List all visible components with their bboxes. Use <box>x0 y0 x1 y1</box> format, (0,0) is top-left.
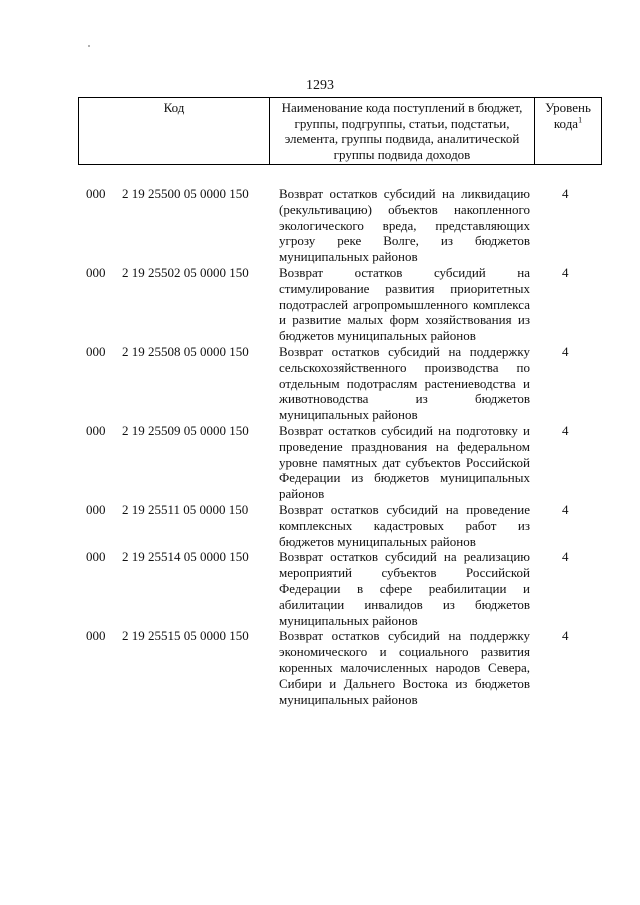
row-prefix: 000 <box>86 422 106 438</box>
row-level: 4 <box>562 628 569 644</box>
row-name: Возврат остатков субсидий на поддержку сельскохозяйственного производства по отдельным подотраслям растениеводства и животноводства из бюджетов муниципальных районов <box>279 343 530 423</box>
row-level: 4 <box>562 264 569 280</box>
row-level: 4 <box>562 549 569 565</box>
row-level: 4 <box>562 501 569 517</box>
table-row <box>0 344 640 423</box>
row-name: Возврат остатков субсидий на ликвидацию (рекультивацию) объектов накопленного экологического вреда, представляющих угрозу реке Волге, из бюджетов муниципальных районов <box>279 186 530 265</box>
row-name: Возврат остатков субсидий на реализацию мероприятий субъектов Российской Федерации в сфере реабилитации и абилитации инвалидов из бюджетов муниципальных районов <box>279 549 530 628</box>
row-prefix: 000 <box>86 501 106 517</box>
row-level: 4 <box>562 422 569 438</box>
table-row <box>0 628 640 707</box>
header-level-label: Уровень кода <box>545 100 591 131</box>
table-header <box>78 97 602 165</box>
row-prefix: 000 <box>86 549 106 565</box>
row-code: 2 19 25502 05 0000 150 <box>122 264 249 280</box>
scan-speck <box>88 45 90 47</box>
row-name: Возврат остатков субсидий на проведение комплексных кадастровых работ из бюджетов муниципальных районов <box>279 501 530 549</box>
row-prefix: 000 <box>86 186 106 201</box>
table-body <box>0 186 640 707</box>
row-code: 2 19 25500 05 0000 150 <box>122 186 249 201</box>
row-prefix: 000 <box>86 628 106 644</box>
row-code: 2 19 25509 05 0000 150 <box>122 422 249 438</box>
row-code: 2 19 25515 05 0000 150 <box>122 628 249 644</box>
table-row <box>0 502 640 549</box>
row-name: Возврат остатков субсидий на поддержку экономического и социального развития коренных малочисленных народов Севера, Сибири и Дальнего Востока из бюджетов муниципальных районов <box>279 628 530 707</box>
header-name: Наименование кода поступлений в бюджет, группы, подгруппы, статьи, подстатьи, элемента, группы подвида, аналитической группы подвида доходов <box>270 98 535 165</box>
row-name: Возврат остатков субсидий на подготовку и проведение празднования на федеральном уровне памятных дат субъектов Российской Федерации из бюджетов муниципальных районов <box>279 422 530 502</box>
row-prefix: 000 <box>86 343 106 359</box>
row-level: 4 <box>562 186 569 201</box>
table-row <box>0 549 640 628</box>
table-row <box>0 423 640 502</box>
row-prefix: 000 <box>86 264 106 280</box>
table-row <box>0 186 640 265</box>
row-code: 2 19 25508 05 0000 150 <box>122 343 249 359</box>
page-number: 1293 <box>306 78 334 93</box>
footnote-marker: 1 <box>578 115 583 125</box>
table-row <box>0 265 640 344</box>
header-level <box>535 98 602 165</box>
header-code: Код <box>79 98 270 165</box>
row-name: Возврат остатков субсидий на стимулирование развития приоритетных подотраслей агропромышленного комплекса и развитие малых форм хозяйствования из бюджетов муниципальных районов <box>279 264 530 344</box>
row-code: 2 19 25511 05 0000 150 <box>122 501 249 517</box>
row-level: 4 <box>562 343 569 359</box>
row-code: 2 19 25514 05 0000 150 <box>122 549 249 565</box>
